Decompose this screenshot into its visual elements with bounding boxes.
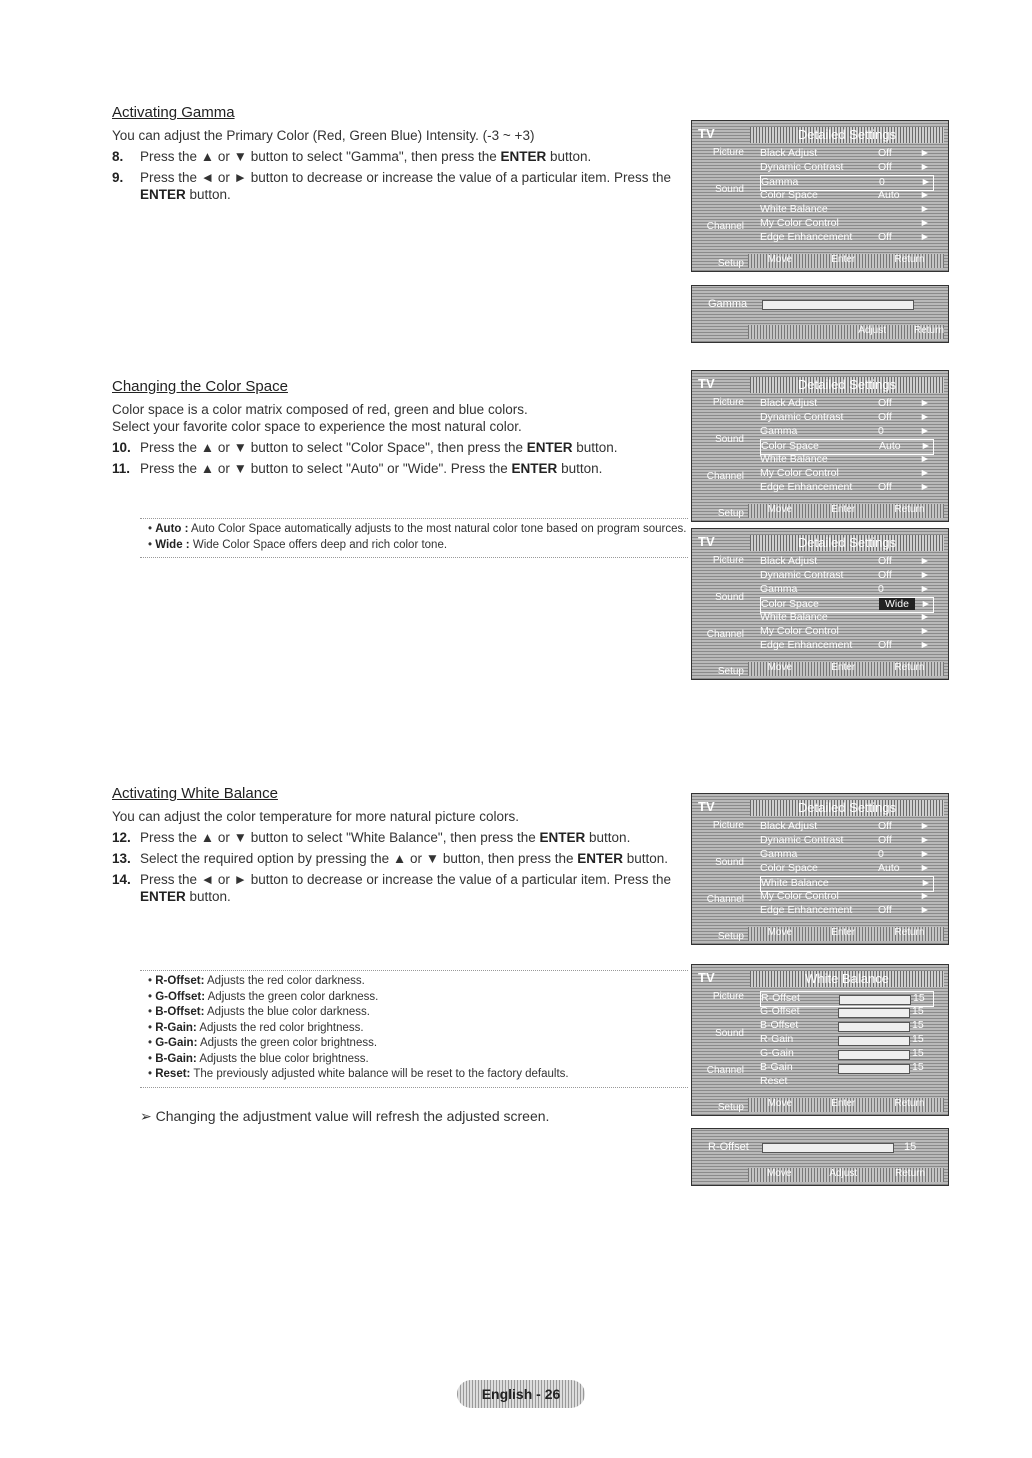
osd-menu-item [760,467,932,481]
menu-item-value: Off [878,904,892,916]
menu-item-label: Black Adjust [760,555,818,567]
menu-item-label: Gamma [760,425,798,437]
menu-item-label: White Balance [760,611,828,623]
osd-gamma-adjust [691,285,949,343]
refresh-tip: ➢ Changing the adjustment value will refresh the adjusted screen. [140,1108,550,1124]
osd-title: Detailed Settings [750,535,944,551]
step-number: 10. [112,440,131,455]
menu-item-label: White Balance [760,453,828,465]
osd-menu-item [760,555,932,569]
sidebar-item: Channel [706,471,744,482]
chevron-right-icon: ► [919,231,930,243]
chevron-right-icon: ► [920,440,931,452]
gamma-adjust-footer [748,325,944,339]
bullet-icon: • [148,523,156,535]
sidebar-item: Setup [717,258,744,269]
step [112,829,682,846]
osd-footer [748,504,944,518]
menu-item-value: Auto [879,440,901,452]
tv-label: TV [698,534,715,549]
menu-item-label: Dynamic Contrast [760,161,844,173]
step [112,460,682,477]
osd-title: Detailed Settings [750,800,944,816]
tv-label: TV [698,126,715,141]
osd-menu-item [760,1033,932,1047]
chevron-right-icon: ► [919,639,930,651]
step-text-bold: ENTER [500,149,547,164]
colorspace-steps [112,439,682,477]
menu-item-value: 0 [878,848,884,860]
chevron-right-icon: ► [920,877,931,889]
footer-return: Return [894,662,925,673]
step-number: 13. [112,851,131,866]
whitebalance-notes [140,970,688,1088]
tv-label: TV [698,799,715,814]
osd-menu-item [760,231,932,245]
step-text [140,148,591,165]
sidebar-item: Picture [712,147,744,158]
menu-item-value: 15 [912,1005,924,1017]
colorspace-section [112,378,682,477]
menu-item-value: 0 [878,425,884,437]
osd-menu-item [760,569,932,583]
roffset-adjust-value: 15 [904,1141,917,1153]
menu-item-label: G-Gain [760,1047,794,1059]
menu-item-label: Gamma [761,176,799,188]
step-text-post: button. [557,461,603,476]
menu-item-label: Edge Enhancement [760,904,853,916]
chevron-right-icon: ► [920,598,931,610]
step-number: 8. [112,149,124,164]
sidebar-item: Picture [712,555,744,566]
osd-menu-item [760,217,932,231]
step-text-bold: ENTER [526,440,573,455]
chevron-right-icon: ► [919,583,930,595]
colorspace-intro-1: Color space is a color matrix composed of red, green and blue colors. [112,402,528,417]
step-text-pre: Press the ▲ or ▼ button to select "Auto" or "Wide". Press the [140,461,512,476]
note-item [148,1005,688,1021]
chevron-right-icon: ► [919,453,930,465]
osd-footer [748,662,944,676]
sidebar-item: Setup [717,508,744,519]
chevron-right-icon: ► [919,481,930,493]
osd-roffset-adjust [691,1128,949,1186]
osd-white-balance [691,964,949,1116]
chevron-right-icon: ► [919,467,930,479]
note-item [148,538,688,554]
step-text-bold: ENTER [511,461,558,476]
footer-enter: Enter [831,1098,856,1109]
roffset-adjust-label: R-Offset [708,1141,749,1153]
note-label: G-Offset: [155,990,206,1003]
osd-menu-item [760,453,932,467]
step-text-pre: Press the ▲ or ▼ button to select "Gamma", then press the [140,149,501,164]
footer-return: Return [894,504,925,515]
osd-footer [748,927,944,941]
menu-item-label: My Color Control [760,625,839,637]
chevron-right-icon: ► [919,834,930,846]
chevron-right-icon: ► [919,890,930,902]
note-item [148,1067,688,1083]
osd-menu-item [760,639,932,653]
osd-menu-item [760,203,932,217]
step-text-pre: Press the ◄ or ► button to decrease or increase the value of a particular item. Press the [140,872,671,887]
osd-menu-item [760,848,932,862]
note-label: Wide : [155,538,190,551]
menu-item-label: Gamma [760,848,798,860]
whitebalance-intro: You can adjust the color temperature for more natural picture colors. [112,809,519,824]
menu-item-label: White Balance [760,203,828,215]
sidebar-item: Channel [706,629,744,640]
osd-menu-item [760,161,932,175]
note-text: Adjusts the blue color darkness. [204,1006,371,1018]
footer-adjust: Adjust [829,1168,858,1179]
menu-item-label: Color Space [760,862,818,874]
step-text-post: button. [546,149,592,164]
step-text [140,871,682,905]
chevron-right-icon: ► [919,161,930,173]
step-number: 12. [112,830,131,845]
menu-item-label: Edge Enhancement [760,231,853,243]
step-text-post: button. [585,830,631,845]
menu-item-value: 0 [878,583,884,595]
step [112,439,682,456]
menu-item-label: Color Space [761,440,819,452]
gamma-section [112,104,682,203]
menu-item-label: Dynamic Contrast [760,569,844,581]
note-label: R-Gain: [155,1021,197,1034]
menu-item-value: Auto [878,189,900,201]
note-text: The previously adjusted white balance will be reset to the factory defaults. [190,1068,569,1080]
osd-detailed-colorspace-wide [691,528,949,680]
wb-slider [838,1022,910,1032]
step-number: 14. [112,872,131,887]
menu-item-label: B-Gain [760,1061,793,1073]
roffset-adjust-footer [748,1168,944,1182]
tv-label: TV [698,970,715,985]
menu-item-value: Off [878,231,892,243]
osd-menu-item [760,411,932,425]
note-label: B-Gain: [155,1052,197,1065]
gamma-steps [112,148,682,203]
footer-return: Return [894,254,925,265]
menu-item-label: Color Space [761,598,819,610]
menu-item-label: White Balance [761,877,829,889]
footer-return: Return [894,1098,925,1109]
menu-item-label: R-Gain [760,1033,794,1045]
footer-return: Return [894,927,925,938]
sidebar-item: Picture [712,820,744,831]
wb-slider [838,1008,910,1018]
chevron-right-icon: ► [920,176,931,188]
whitebalance-steps [112,829,682,905]
footer-return: Return [913,325,944,336]
note-item [148,1052,688,1068]
footer-enter: Enter [831,254,856,265]
menu-item-label: Gamma [760,583,798,595]
osd-title: Detailed Settings [750,377,944,393]
menu-item-value: Off [878,820,892,832]
note-text: Adjusts the red color darkness. [204,975,365,987]
osd-menu-item [760,189,932,203]
note-text: Adjusts the blue color brightness. [196,1052,369,1065]
gamma-adjust-label: Gamma [708,298,748,310]
menu-item-value: Off [878,481,892,493]
note-item [148,1021,688,1037]
step-text [140,169,682,203]
footer-move: Move [767,504,793,515]
sidebar-item: Channel [706,1065,744,1076]
roffset-slider [762,1143,894,1153]
chevron-right-icon: ► [919,848,930,860]
osd-menu-item [760,834,932,848]
menu-item-value: Off [878,147,892,159]
note-text: Adjusts the red color brightness. [196,1021,364,1034]
footer-move: Move [767,662,793,673]
osd-menu-item [760,425,932,439]
menu-item-label: Edge Enhancement [760,481,853,493]
sidebar-item: Picture [712,991,744,1002]
menu-item-value: Off [878,397,892,409]
wb-slider [838,1050,910,1060]
menu-item-value: Off [878,569,892,581]
chevron-right-icon: ► [919,411,930,423]
wb-slider [839,995,911,1005]
menu-item-label: Dynamic Contrast [760,834,844,846]
step-text [140,460,602,477]
step-text-pre: Press the ▲ or ▼ button to select "White Balance", then press the [140,830,540,845]
chevron-right-icon: ► [919,569,930,581]
colorspace-notes [140,518,688,558]
step-text-pre: Press the ◄ or ► button to decrease or increase the value of a particular item. Press the [140,170,671,185]
bullet-icon: • [148,975,156,987]
note-text: Adjusts the green color brightness. [197,1037,378,1049]
chevron-right-icon: ► [919,862,930,874]
step-text [140,850,668,867]
chevron-right-icon: ► [919,147,930,159]
sidebar-item: Setup [717,1102,744,1113]
menu-item-value: 0 [879,176,885,188]
sidebar-item: Sound [715,1028,744,1039]
sidebar-item: Picture [712,397,744,408]
osd-menu-item [760,1061,932,1075]
menu-item-label: Black Adjust [760,147,818,159]
bullet-icon: • [148,1006,156,1018]
note-text: Wide Color Space offers deep and rich color tone. [189,538,448,551]
step-text-post: button. [185,187,231,202]
footer-enter: Enter [831,504,856,515]
colorspace-heading: Changing the Color Space [112,378,288,395]
step-number: 11. [112,461,131,476]
step-text-pre: Press the ▲ or ▼ button to select "Color Space", then press the [140,440,527,455]
note-label: R-Offset: [155,975,205,987]
osd-menu-item [760,862,932,876]
step-text-bold: ENTER [577,851,623,866]
note-label: G-Gain: [155,1037,198,1049]
menu-item-label: Color Space [760,189,818,201]
menu-item-value: Off [878,555,892,567]
sidebar-item: Sound [715,434,744,445]
menu-item-label: Black Adjust [760,397,818,409]
sidebar-item: Sound [715,184,744,195]
note-label: Reset: [155,1068,191,1080]
menu-item-value: Off [878,161,892,173]
menu-item-label: R-Offset [761,992,800,1004]
note-item [148,990,688,1006]
osd-menu-item [760,397,932,411]
tv-label: TV [698,376,715,391]
note-item [148,974,688,990]
menu-item-label: Black Adjust [760,820,818,832]
bullet-icon: • [148,1021,156,1034]
osd-menu-item [760,1019,932,1033]
osd-footer [748,1098,944,1112]
osd-menu-item [760,147,932,161]
menu-item-label: Reset [760,1075,788,1087]
menu-item-value: Off [878,411,892,423]
footer-move: Move [767,927,793,938]
osd-sidebar [694,397,746,522]
bullet-icon: • [148,1068,156,1080]
osd-title: White Balance [750,971,944,987]
footer-adjust: Adjust [858,325,886,336]
footer-move: Move [767,1098,793,1109]
wb-slider [838,1036,910,1046]
osd-menu-item [760,890,932,904]
chevron-right-icon: ► [919,611,930,623]
osd-menu-item [760,583,932,597]
wb-slider [838,1064,910,1074]
osd-footer [748,254,944,268]
chevron-right-icon: ► [919,397,930,409]
osd-menu-item [760,481,932,495]
bullet-icon: • [148,1052,156,1065]
osd-menu-item [760,1005,932,1019]
step-text-pre: Select the required option by pressing the ▲ or ▼ button, then press the [140,851,578,866]
osd-title: Detailed Settings [750,127,944,143]
menu-item-label: G-Offset [760,1005,800,1017]
bullet-icon: • [148,538,156,551]
menu-item-label: My Color Control [760,467,839,479]
menu-item-value: Auto [878,862,900,874]
gamma-slider [762,300,914,310]
menu-item-value: Off [878,639,892,651]
menu-item-value: 15 [912,1061,924,1073]
osd-menu-item [760,820,932,834]
chevron-right-icon: ► [919,189,930,201]
step-text-post: button. [185,889,231,904]
footer-move: Move [767,254,793,265]
menu-item-value: Off [878,834,892,846]
bullet-icon: • [148,1037,156,1049]
step-text [140,829,630,846]
chevron-right-icon: ► [919,625,930,637]
sidebar-item: Setup [717,666,744,677]
note-text: Adjusts the green color darkness. [205,990,379,1003]
chevron-right-icon: ► [919,203,930,215]
colorspace-intro-2: Select your favorite color space to experience the most natural color. [112,419,522,434]
osd-detailed-whitebalance [691,793,949,945]
footer-enter: Enter [831,662,856,673]
osd-menu-item [760,611,932,625]
menu-item-value: 15 [912,1047,924,1059]
footer-enter: Enter [831,927,856,938]
menu-item-label: My Color Control [760,890,839,902]
gamma-intro: You can adjust the Primary Color (Red, Green Blue) Intensity. (-3 ~ +3) [112,128,535,143]
note-item [148,1036,688,1052]
chevron-right-icon: ► [919,217,930,229]
step [112,871,682,905]
whitebalance-heading: Activating White Balance [112,785,278,802]
step [112,169,682,203]
osd-menu-item [760,1047,932,1061]
osd-sidebar [694,147,746,272]
menu-item-label: My Color Control [760,217,839,229]
step-text [140,439,618,456]
step [112,850,682,867]
step-number: 9. [112,170,124,185]
osd-menu-item [760,625,932,639]
menu-item-value: 15 [912,1033,924,1045]
step-text-post: button. [623,851,669,866]
menu-item-value: 15 [913,992,925,1004]
sidebar-item: Setup [717,931,744,942]
menu-item-value: Wide [879,598,915,610]
menu-item-value: 15 [912,1019,924,1031]
footer-move: Move [766,1168,792,1179]
osd-sidebar [694,555,746,680]
step-text-bold: ENTER [539,830,586,845]
osd-sidebar [694,820,746,945]
osd-sidebar [694,991,746,1116]
osd-menu-item [760,904,932,918]
menu-item-label: Edge Enhancement [760,639,853,651]
whitebalance-section [112,785,682,905]
step-text-bold: ENTER [140,889,186,904]
sidebar-item: Sound [715,592,744,603]
chevron-right-icon: ► [919,555,930,567]
osd-detailed-colorspace [691,370,949,522]
note-label: Auto : [155,523,189,535]
menu-item-label: Dynamic Contrast [760,411,844,423]
footer-return: Return [895,1168,926,1179]
step-text-bold: ENTER [140,187,186,202]
step-text-post: button. [572,440,618,455]
sidebar-item: Channel [706,221,744,232]
sidebar-item: Channel [706,894,744,905]
page-number: English - 26 [457,1380,585,1408]
step [112,148,682,165]
chevron-right-icon: ► [919,904,930,916]
osd-detailed-gamma [691,120,949,272]
chevron-right-icon: ► [919,425,930,437]
note-label: B-Offset: [155,1006,205,1018]
note-item [148,522,688,538]
chevron-right-icon: ► [919,820,930,832]
note-text: Auto Color Space automatically adjusts to the most natural color tone based on program sources. [188,523,687,535]
bullet-icon: • [148,990,156,1003]
gamma-heading: Activating Gamma [112,104,235,121]
sidebar-item: Sound [715,857,744,868]
menu-item-label: B-Offset [760,1019,799,1031]
osd-menu-item [760,1075,932,1089]
